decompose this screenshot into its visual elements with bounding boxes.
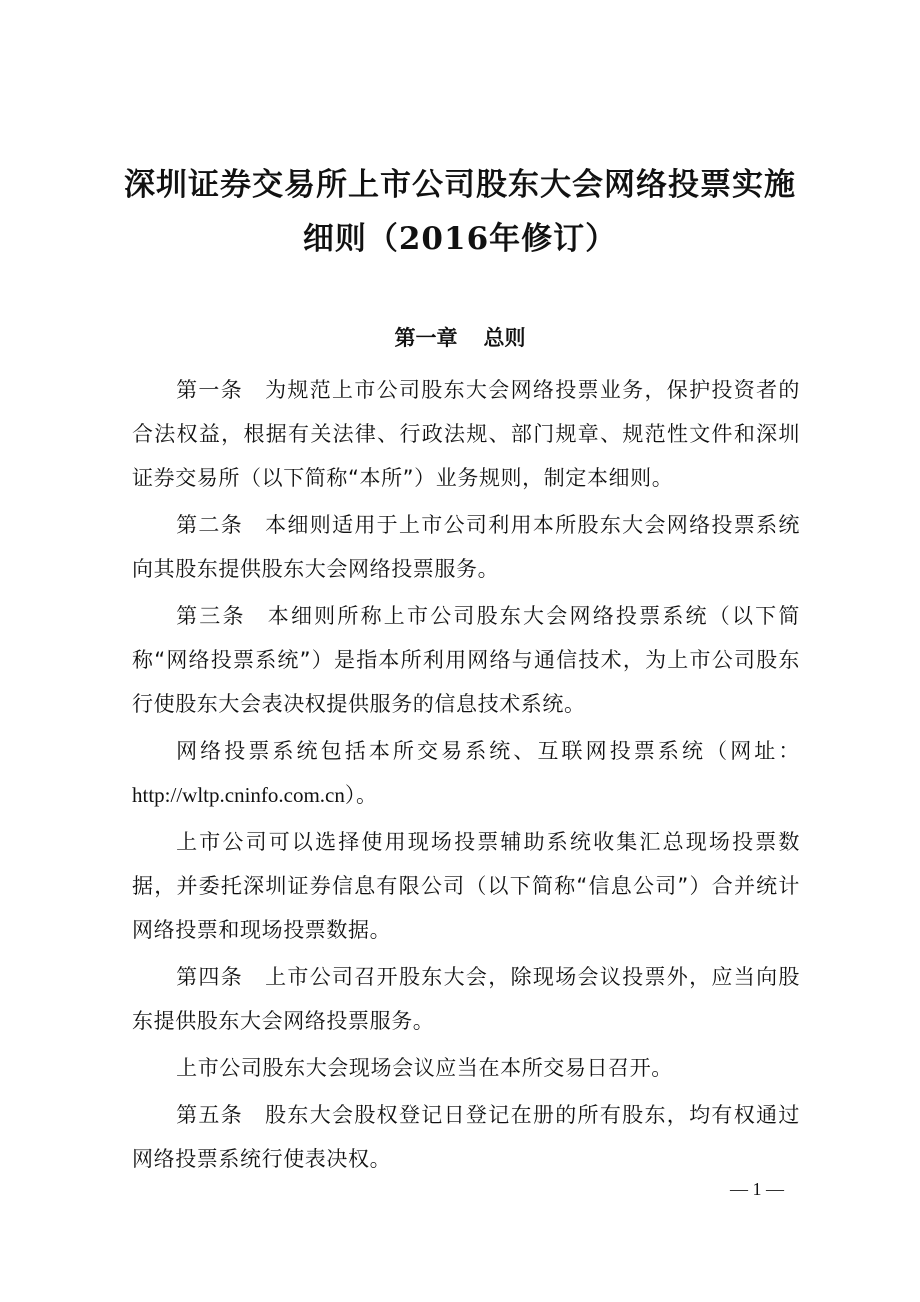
article-text: 上市公司股东大会现场会议应当在本所交易日召开。 [176,1056,673,1080]
article-paragraph [132,594,800,726]
page-number: — 1 — [730,1179,784,1199]
article-text: 本细则所称上市公司股东大会网络投票系统（以下简称“网络投票系统”）是指本所利用网络与通信技术，为上市公司股东行使股东大会表决权提供服务的信息技术系统。 [132,604,800,716]
title-line-2: 细则（2016年修订） [302,221,618,257]
chapter-number: 第一章 [394,326,458,350]
article-text: 上市公司可以选择使用现场投票辅助系统收集汇总现场投票数据，并委托深圳证券信息有限公司（以下简称“信息公司”）合并统计网络投票和现场投票数据。 [132,830,800,942]
article-paragraph [132,729,800,817]
article-text: 股东大会股权登记日登记在册的所有股东，均有权通过网络投票系统行使表决权。 [132,1103,800,1171]
article-label: 第四条 [176,965,244,989]
article-paragraph [132,1046,800,1090]
article-text: 本细则适用于上市公司利用本所股东大会网络投票系统向其股东提供股东大会网络投票服务。 [132,513,800,581]
article-label: 第五条 [176,1103,244,1127]
article-text: 为规范上市公司股东大会网络投票业务，保护投资者的合法权益，根据有关法律、行政法规、部门规章、规范性文件和深圳证券交易所（以下简称“本所”）业务规则，制定本细则。 [132,378,800,490]
article-label: 第二条 [176,513,244,537]
article-text: 网络投票系统包括本所交易系统、互联网投票系统（网址： [176,739,800,763]
article-label: 第一条 [176,378,244,402]
article-paragraph [132,1093,800,1181]
document-title [120,158,800,266]
chapter-name: 总则 [483,326,526,350]
article-paragraph [132,503,800,591]
title-line-1: 深圳证券交易所上市公司股东大会网络投票实施 [124,167,796,203]
article-text-tail: ）。 [344,783,378,807]
chapter-heading [0,318,920,358]
article-label: 第三条 [176,604,246,628]
article-paragraph [132,820,800,952]
voting-url-text: http://wltp.cninfo.com.cn [132,783,345,807]
document-body [132,368,800,1184]
article-paragraph [132,955,800,1043]
article-text: 上市公司召开股东大会，除现场会议投票外，应当向股东提供股东大会网络投票服务。 [132,965,800,1033]
article-paragraph [132,368,800,500]
